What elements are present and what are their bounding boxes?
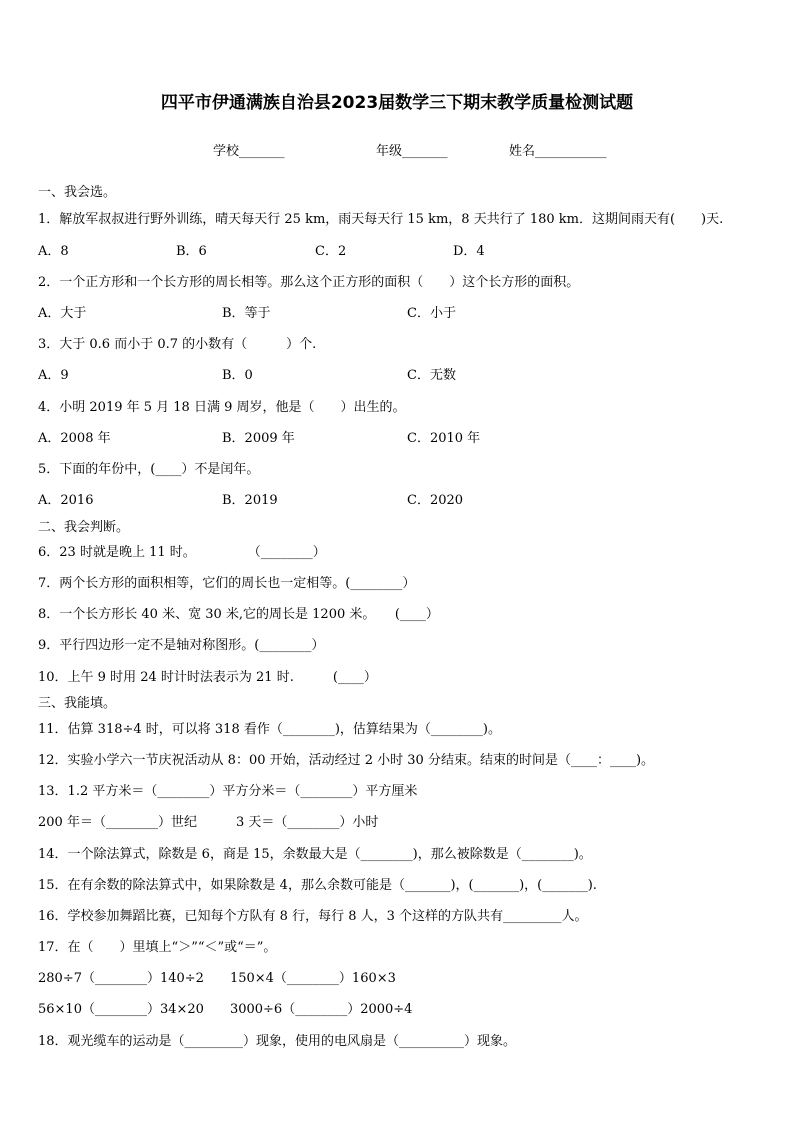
question-17: 17．在（ ）里填上“＞”“＜”或“＝”。: [38, 940, 277, 955]
q1-option-d[interactable]: D．4: [453, 244, 485, 259]
question-2: 2．一个正方形和一个长方形的周长相等。那么这个正方形的面积（ ）这个长方形的面积。: [38, 275, 580, 290]
q2-option-b[interactable]: B．等于: [222, 306, 271, 321]
grade-field[interactable]: 年级_______: [376, 144, 448, 159]
question-16: 16．学校参加舞蹈比赛，已知每个方队有 8 行，每行 8 人，3 个这样的方队共有_________人。: [38, 909, 588, 924]
question-3: 3．大于 0.6 而小于 0.7 的小数有（ ）个.: [38, 337, 317, 352]
school-field[interactable]: 学校_______: [213, 144, 285, 159]
name-field[interactable]: 姓名___________: [509, 144, 607, 159]
question-13-line-1: 13．1.2 平方米＝（________）平方分米＝（________）平方厘米: [38, 784, 418, 799]
section-heading-2: 二、我会判断。: [38, 520, 130, 535]
question-10: 10．上午 9 时用 24 时计时法表示为 21 时. (____）: [38, 670, 377, 685]
question-13-line-2: 200 年＝（________）世纪 3 天＝（________）小时: [38, 815, 379, 830]
q2-option-a[interactable]: A．大于: [38, 306, 87, 321]
q5-option-a[interactable]: A．2016: [38, 493, 94, 508]
q4-option-c[interactable]: C．2010 年: [407, 431, 481, 446]
question-5: 5．下面的年份中，(____）不是闰年。: [38, 462, 260, 477]
question-8: 8．一个长方形长 40 米、宽 30 米,它的周长是 1200 米。 (____）: [38, 607, 439, 622]
question-18: 18．观光缆车的运动是（_________）现象，使用的电风扇是（__________）现象。: [38, 1034, 517, 1049]
question-17-row-1: 280÷7（________）140÷2 150×4（________）160×3: [38, 971, 396, 986]
section-heading-1: 一、我会选。: [38, 185, 117, 200]
question-17-row-2: 56×10（________）34×20 3000÷6（________）2000÷4: [38, 1002, 413, 1017]
q2-option-c[interactable]: C．小于: [407, 306, 456, 321]
question-6: 6．23 时就是晚上 11 时。 （________）: [38, 545, 326, 560]
q1-option-a[interactable]: A．8: [38, 244, 69, 259]
q3-option-b[interactable]: B．0: [222, 368, 253, 383]
question-12: 12．实验小学六一节庆祝活动从 8：00 开始，活动经过 2 小时 30 分结束。结束的时间是（____：____)。: [38, 753, 655, 768]
question-11: 11．估算 318÷4 时，可以将 318 看作（________)，估算结果为（________)。: [38, 722, 502, 737]
q1-option-c[interactable]: C．2: [315, 244, 347, 259]
q5-option-b[interactable]: B．2019: [222, 493, 278, 508]
question-7: 7．两个长方形的面积相等，它们的周长也一定相等。(________）: [38, 576, 416, 591]
question-9: 9．平行四边形一定不是轴对称图形。(________）: [38, 638, 325, 653]
q5-option-c[interactable]: C．2020: [407, 493, 464, 508]
q3-option-a[interactable]: A．9: [38, 368, 69, 383]
q4-option-b[interactable]: B．2009 年: [222, 431, 295, 446]
section-heading-3: 三、我能填。: [38, 696, 117, 711]
question-4: 4．小明 2019 年 5 月 18 日满 9 周岁，他是（ ）出生的。: [38, 400, 406, 415]
question-15: 15．在有余数的除法算式中，如果除数是 4，那么余数可能是（_______)，(_______)，(_______).: [38, 878, 597, 893]
q3-option-c[interactable]: C．无数: [407, 368, 456, 383]
question-14: 14．一个除法算式，除数是 6，商是 15，余数最大是（________)，那么被除数是（________)。: [38, 847, 592, 862]
q1-option-b[interactable]: B．6: [176, 244, 207, 259]
page-title: 四平市伊通满族自治县2023届数学三下期末教学质量检测试题: [160, 93, 634, 113]
question-1: 1．解放军叔叔进行野外训练，晴天每天行 25 km，雨天每天行 15 km，8 天共行了 180 km．这期间雨天有( )天.: [38, 212, 724, 227]
q4-option-a[interactable]: A．2008 年: [38, 431, 111, 446]
